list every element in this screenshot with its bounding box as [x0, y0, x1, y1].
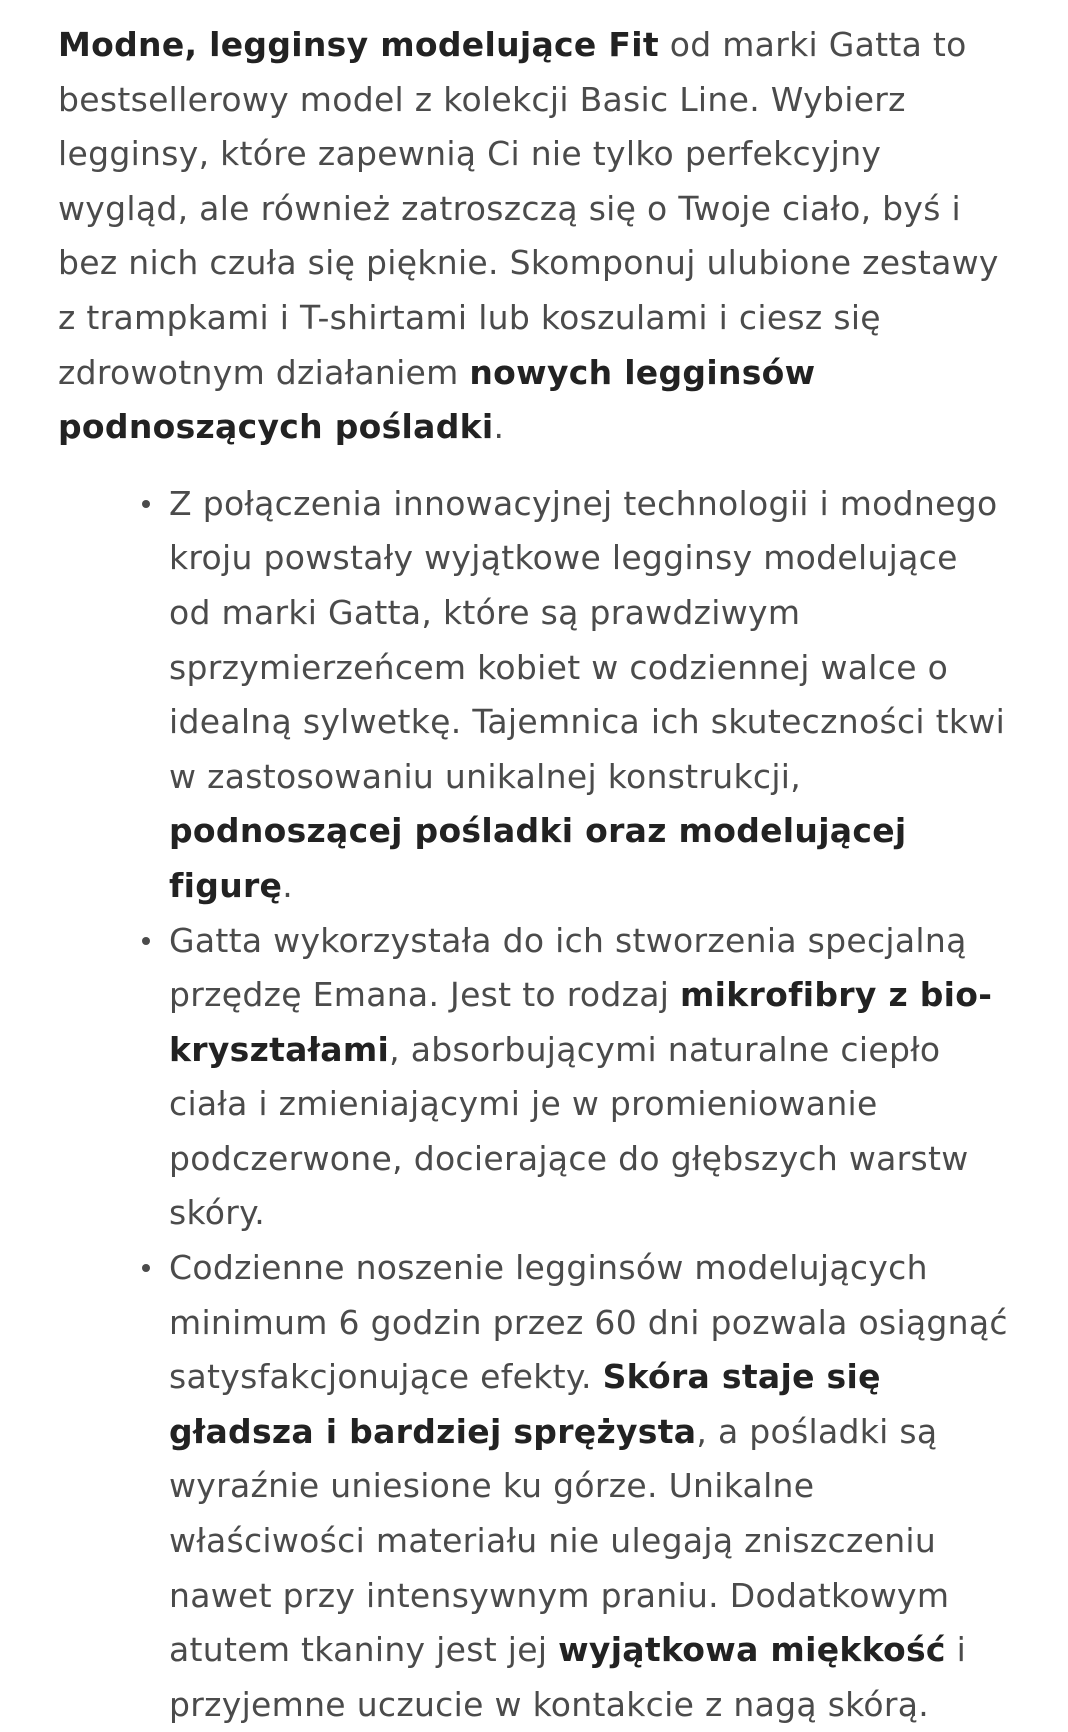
intro-bold-product-name: Modne, legginsy modelujące Fit [58, 25, 659, 64]
intro-text: od marki Gatta to bestsellerowy model z kolekcji Basic Line. Wybierz legginsy, które zapewnią Ci nie tylko perfekcyjny wygląd, ale również zatroszczą się o Twoje ciało, byś i bez nich czuła się pięknie. Skomponuj ulubione zestawy z trampkami i T-shirtami lub koszulami i ciesz się zdrowotnym działaniem [58, 25, 999, 392]
list-item-bold-second: wyjątkowa miękkość [558, 1630, 946, 1670]
list-item-text: Codzienne noszenie legginsów modelujących minimum 6 godzin przez 60 dni pozwala osiągnąć satysfakcjonujące efekty. [169, 1248, 1008, 1397]
list-item-text-middle: , a pośladki są wyraźnie uniesione ku górze. Unikalne właściwości materiału nie ulegają zniszczeniu nawet przy intensywnym praniu. Dodatkowym atutem tkaniny jest jej [169, 1411, 950, 1670]
list-item-bold: Skóra staje się gładsza i bardziej sprężysta [169, 1357, 881, 1451]
product-description [58, 18, 1008, 1732]
bullet-icon [142, 1264, 150, 1272]
list-item [169, 914, 1008, 1242]
bullet-icon [142, 937, 150, 945]
list-item-text-end: . [282, 865, 294, 905]
list-item-text: Z połączenia innowacyjnej technologii i modnego kroju powstały wyjątkowe legginsy modelujące od marki Gatta, które są prawdziwym sprzymierzeńcem kobiet w codziennej walce o idealną sylwetkę. Tajemnica ich skuteczności tkwi w zastosowaniu unikalnej konstrukcji, [169, 483, 1006, 796]
intro-text-end: . [493, 407, 505, 447]
intro-bold-highlight: nowych legginsów podnoszących pośladki [58, 352, 816, 447]
list-item [169, 477, 1008, 914]
list-item-bold: mikrofibry z bio-kryształami [169, 975, 993, 1069]
list-item-text: Gatta wykorzystała do ich stworzenia specjalną przędzę Emana. Jest to rodzaj [169, 920, 967, 1015]
list-item-text-end: , absorbującymi naturalne ciepło ciała i zmieniającymi je w promieniowanie podczerwone, docierające do głębszych warstw skóry. [169, 1029, 969, 1233]
intro-paragraph [58, 18, 1008, 455]
list-item-bold: podnoszącej pośladki oraz modelującej figurę [169, 811, 907, 905]
list-item [169, 1241, 1008, 1732]
list-item-text-end: i przyjemne uczucie w kontakcie z nagą skórą. [169, 1630, 967, 1724]
features-list [58, 477, 1008, 1732]
bullet-icon [142, 500, 150, 508]
